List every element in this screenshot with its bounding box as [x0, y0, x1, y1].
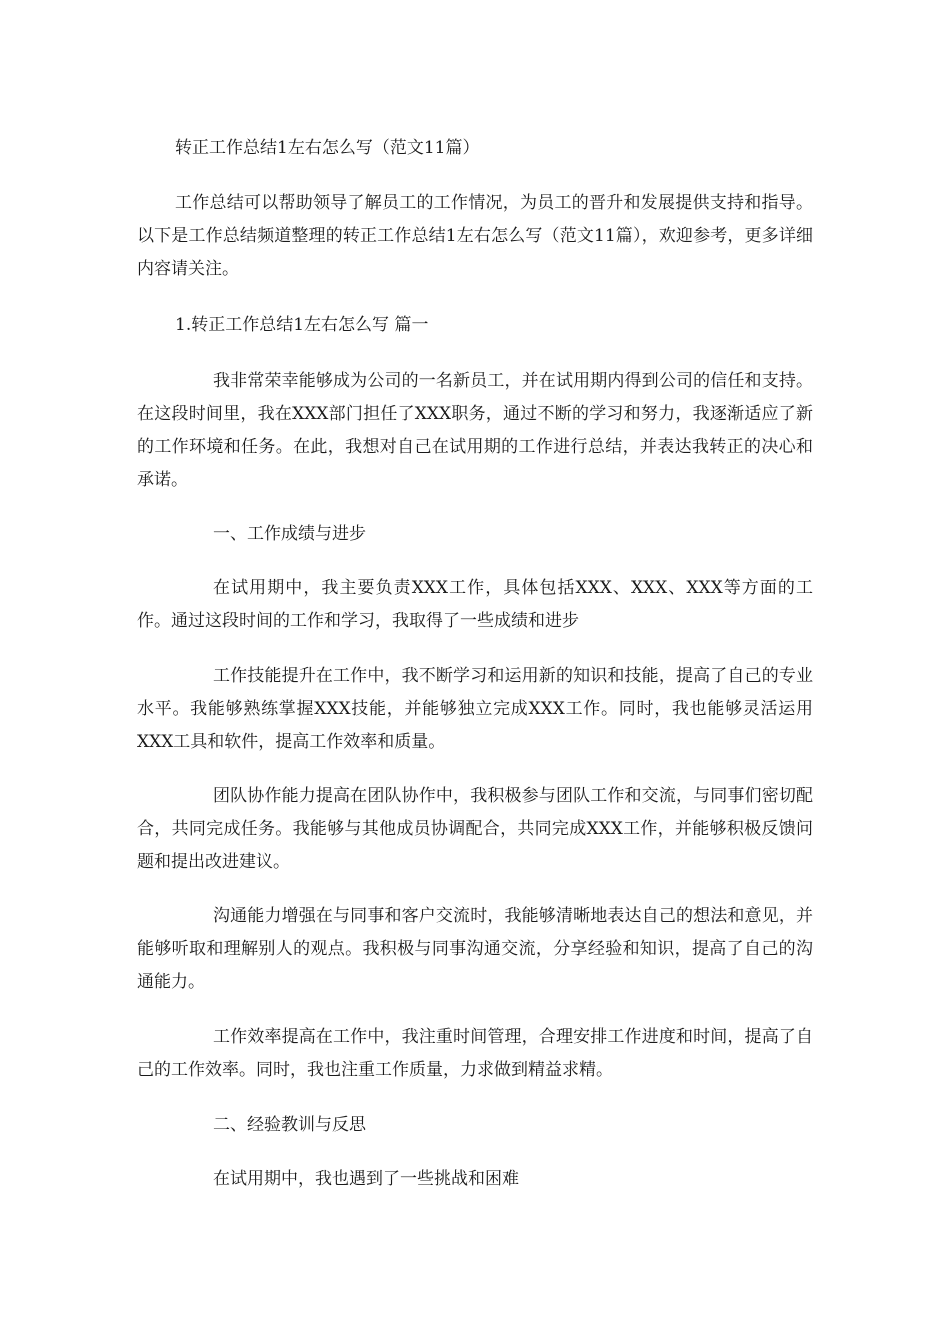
paragraph-4: 团队协作能力提高在团队协作中，我积极参与团队工作和交流，与同事们密切配合，共同完成任务。我能够与其他成员协调配合，共同完成XXX工作，并能够积极反馈问题和提出改进建议。	[137, 786, 813, 872]
paragraph-1: 我非常荣幸能够成为公司的一名新员工，并在试用期内得到公司的信任和支持。在这段时间里，我在XXX部门担任了XXX职务，通过不断的学习和努力，我逐渐适应了新的工作环境和任务。在此，我想对自己在试用期的工作进行总结，并表达我转正的决心和承诺。	[137, 371, 813, 490]
subheading-1: 一、工作成绩与进步	[213, 524, 366, 544]
section-heading-1: 1.转正工作总结1左右怎么写 篇一	[175, 315, 429, 335]
paragraph-5: 沟通能力增强在与同事和客户交流时，我能够清晰地表达自己的想法和意见，并能够听取和理解别人的观点。我积极与同事沟通交流，分享经验和知识，提高了自己的沟通能力。	[137, 906, 813, 992]
subheading-2: 二、经验教训与反思	[213, 1115, 366, 1135]
paragraph-6: 工作效率提高在工作中，我注重时间管理，合理安排工作进度和时间，提高了自己的工作效率。同时，我也注重工作质量，力求做到精益求精。	[137, 1027, 813, 1080]
intro-paragraph: 工作总结可以帮助领导了解员工的工作情况，为员工的晋升和发展提供支持和指导。以下是工作总结频道整理的转正工作总结1左右怎么写（范文11篇），欢迎参考，更多详细内容请关注。	[137, 193, 813, 279]
paragraph-7: 在试用期中，我也遇到了一些挑战和困难	[213, 1169, 519, 1189]
paragraph-2: 在试用期中，我主要负责XXX工作，具体包括XXX、XXX、XXX等方面的工作。通过这段时间的工作和学习，我取得了一些成绩和进步	[137, 578, 813, 631]
paragraph-3: 工作技能提升在工作中，我不断学习和运用新的知识和技能，提高了自己的专业水平。我能够熟练掌握XXX技能，并能够独立完成XXX工作。同时，我也能够灵活运用XXX工具和软件，提高工作效率和质量。	[137, 666, 813, 752]
document-title: 转正工作总结1左右怎么写（范文11篇）	[175, 138, 480, 158]
